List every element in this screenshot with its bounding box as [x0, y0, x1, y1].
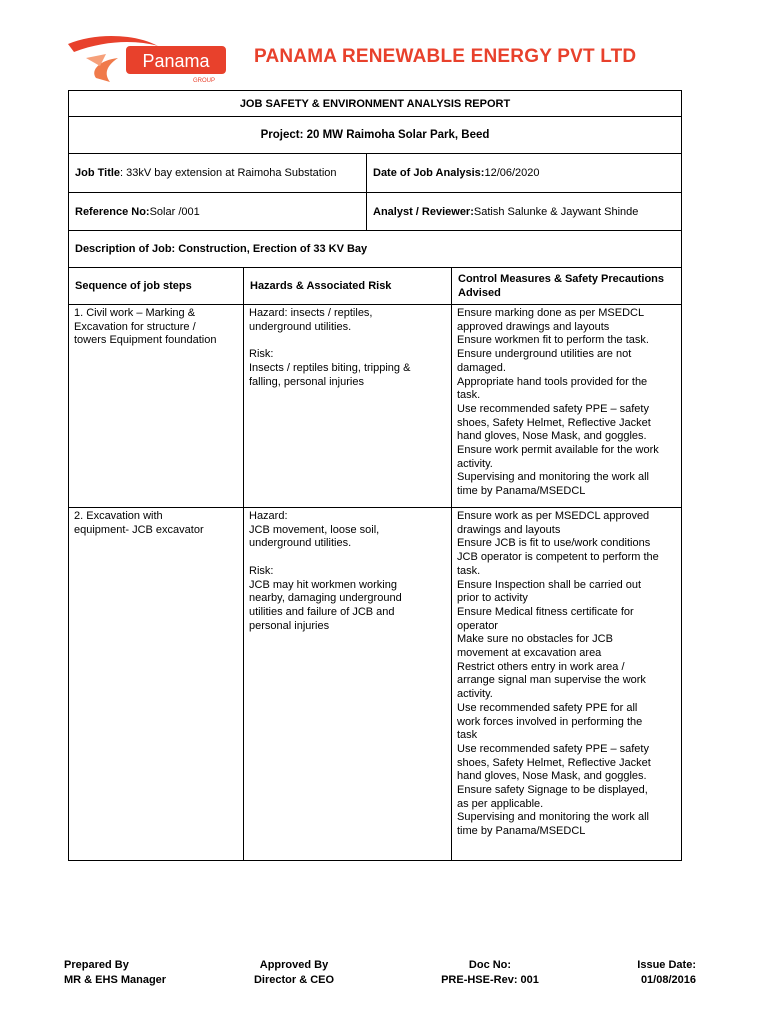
- hazard-line: underground utilities.: [249, 320, 352, 333]
- job-title-value: : 33kV bay extension at Raimoha Substation: [120, 167, 337, 179]
- job-step-line: 2. Excavation with: [74, 510, 163, 522]
- panama-group-logo: [66, 30, 232, 86]
- footer-issue-title: Issue Date:: [637, 959, 696, 971]
- footer-doc-no: [432, 958, 548, 988]
- control-line: prior to activity: [457, 592, 528, 605]
- report-table: [68, 90, 682, 861]
- control-line: Use recommended safety PPE – safety: [457, 402, 649, 415]
- control-line: Supervising and monitoring the work all: [457, 471, 649, 484]
- footer-approved-by: [246, 958, 342, 988]
- job-description: Description of Job: Construction, Erection of 33 KV Bay: [69, 231, 681, 268]
- report-title: JOB SAFETY & ENVIRONMENT ANALYSIS REPORT: [69, 91, 681, 117]
- column-header-controls: Control Measures & Safety Precautions Advised: [458, 273, 665, 299]
- control-line: task.: [457, 389, 481, 402]
- analyst-cell: [367, 193, 681, 230]
- footer-issue-value: 01/08/2016: [640, 974, 696, 986]
- job-title-row: [69, 154, 681, 193]
- control-line: JCB operator is competent to perform the: [457, 551, 659, 564]
- control-line: movement at excavation area: [457, 647, 602, 660]
- hazard-cell: [244, 508, 452, 860]
- footer-doc-value: PRE-HSE-Rev: 001: [441, 974, 539, 986]
- footer-prepared-by: [64, 958, 166, 988]
- control-line: shoes, Safety Helmet, Reflective Jacket: [457, 756, 651, 769]
- control-line: approved drawings and layouts: [457, 320, 610, 333]
- logo-text: Panama: [142, 51, 210, 71]
- control-line: Use recommended safety PPE for all: [457, 701, 638, 714]
- table-row: [69, 305, 681, 508]
- reference-row: [69, 193, 681, 231]
- job-title-label: Job Title: [75, 167, 121, 179]
- date-cell: [367, 154, 681, 192]
- hazard-line: Risk:: [249, 348, 274, 361]
- column-header-row: [69, 268, 681, 305]
- column-header-steps: Sequence of job steps: [69, 268, 244, 304]
- date-value: 12/06/2020: [484, 167, 540, 179]
- control-line: Ensure work permit available for the work: [457, 444, 659, 457]
- hazard-line: Hazard:: [249, 510, 288, 522]
- hazard-line: falling, personal injuries: [249, 375, 364, 388]
- control-line: Ensure workmen fit to perform the task.: [457, 334, 649, 347]
- control-line: task: [457, 729, 478, 742]
- footer-approved-title: Approved By: [259, 959, 329, 971]
- job-title-cell: [69, 154, 367, 192]
- job-step-cell: [69, 305, 244, 507]
- hazard-line: Insects / reptiles biting, tripping &: [249, 361, 411, 374]
- job-step-line: 1. Civil work – Marking &: [74, 307, 196, 319]
- hazard-line: underground utilities.: [249, 537, 352, 550]
- control-line: work forces involved in performing the: [457, 715, 643, 728]
- table-row: [69, 508, 681, 860]
- control-line: operator: [457, 619, 498, 632]
- control-line: hand gloves, Nose Mask, and goggles.: [457, 430, 647, 443]
- control-line: time by Panama/MSEDCL: [457, 485, 586, 498]
- control-line: Ensure safety Signage to be displayed,: [457, 784, 648, 797]
- control-line: Ensure marking done as per MSEDCL: [457, 307, 645, 319]
- hazard-line: JCB movement, loose soil,: [249, 523, 380, 536]
- hazard-line: JCB may hit workmen working: [249, 578, 397, 591]
- job-step-line: towers Equipment foundation: [74, 334, 217, 347]
- reference-value: Solar /001: [149, 205, 200, 218]
- hazard-line: Hazard: insects / reptiles,: [249, 307, 373, 319]
- control-line: Supervising and monitoring the work all: [457, 811, 649, 824]
- control-line: arrange signal man supervise the work: [457, 674, 646, 687]
- control-line: Ensure underground utilities are not: [457, 348, 632, 361]
- control-cell: [452, 305, 681, 507]
- footer-approved-value: Director & CEO: [253, 974, 335, 986]
- footer-issue-date: [606, 958, 696, 988]
- control-line: Ensure JCB is fit to use/work conditions: [457, 537, 651, 550]
- control-line: Use recommended safety PPE – safety: [457, 742, 649, 755]
- hazard-line: utilities and failure of JCB and: [249, 605, 395, 618]
- reference-label: Reference No:: [75, 205, 150, 218]
- control-line: activity.: [457, 688, 493, 701]
- job-step-cell: [69, 508, 244, 860]
- job-step-line: Excavation for structure /: [74, 320, 196, 333]
- control-line: drawings and layouts: [457, 523, 561, 536]
- control-line: shoes, Safety Helmet, Reflective Jacket: [457, 416, 651, 429]
- control-line: Ensure Medical fitness certificate for: [457, 605, 634, 618]
- hazard-line: Risk:: [249, 564, 274, 577]
- control-line: Ensure Inspection shall be carried out: [457, 578, 642, 591]
- control-line: as per applicable.: [457, 797, 544, 810]
- hazard-line: nearby, damaging underground: [249, 592, 402, 605]
- control-line: damaged.: [457, 361, 506, 374]
- job-step-line: equipment- JCB excavator: [74, 523, 204, 536]
- logo-subtext: GROUP: [192, 78, 216, 84]
- control-cell: [452, 508, 681, 860]
- control-line: Make sure no obstacles for JCB: [457, 633, 613, 646]
- control-line: time by Panama/MSEDCL: [457, 825, 586, 838]
- hazard-line: personal injuries: [249, 619, 330, 632]
- column-header-hazards: Hazards & Associated Risk: [244, 268, 452, 304]
- hazard-cell: [244, 305, 452, 507]
- control-line: Ensure work as per MSEDCL approved: [457, 510, 650, 522]
- footer-doc-title: Doc No:: [468, 959, 512, 971]
- project-title: Project: 20 MW Raimoha Solar Park, Beed: [69, 117, 681, 154]
- analyst-label: Analyst / Reviewer:: [373, 205, 474, 218]
- control-line: Restrict others entry in work area /: [457, 660, 625, 673]
- reference-cell: [69, 193, 367, 230]
- control-line: Appropriate hand tools provided for the: [457, 375, 648, 388]
- footer-prepared-title: Prepared By: [64, 959, 129, 971]
- control-line: hand gloves, Nose Mask, and goggles.: [457, 770, 647, 783]
- analyst-value: Satish Salunke & Jaywant Shinde: [473, 205, 639, 218]
- control-line: activity.: [457, 457, 493, 470]
- company-name: PANAMA RENEWABLE ENERGY PVT LTD: [254, 46, 637, 67]
- date-label: Date of Job Analysis:: [373, 167, 485, 179]
- control-line: task.: [457, 564, 481, 577]
- footer-prepared-value: MR & EHS Manager: [64, 974, 167, 986]
